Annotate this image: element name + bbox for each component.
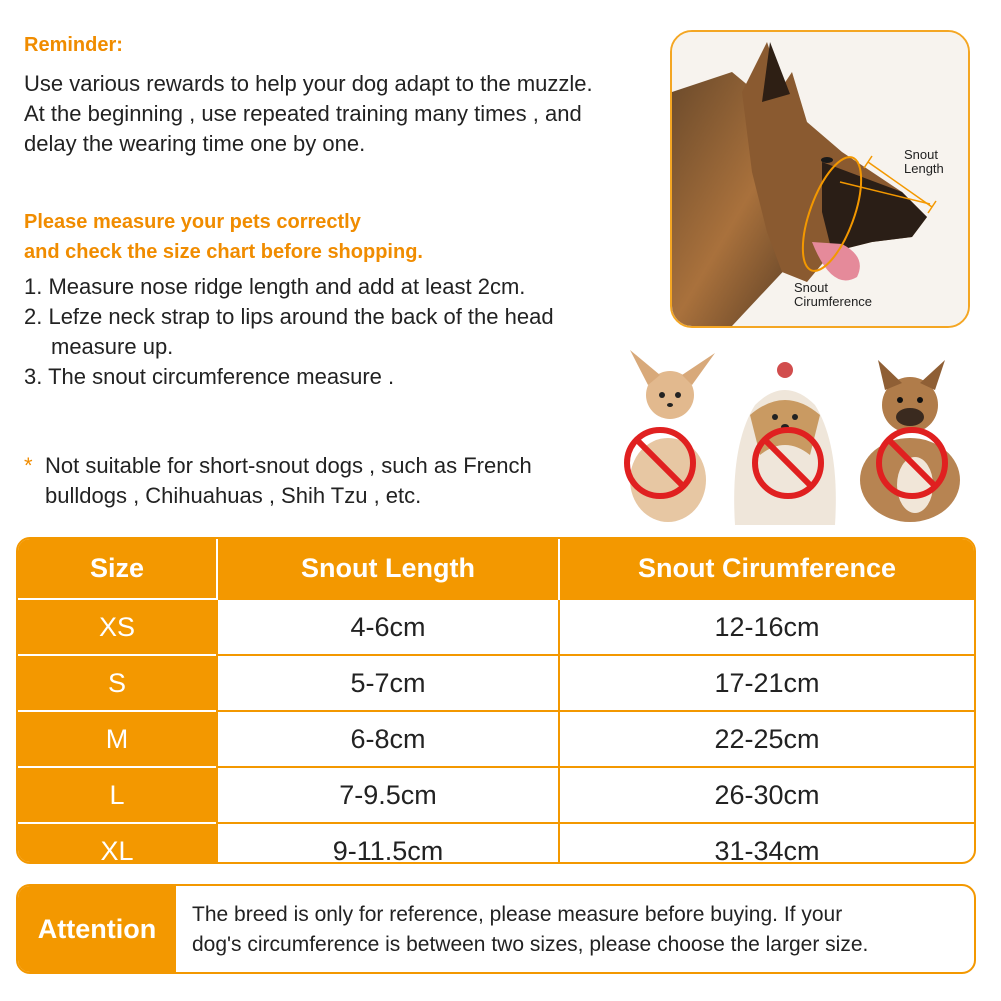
table-row (18, 711, 974, 767)
size-cell: M (18, 711, 217, 767)
german-shepherd-photo (670, 30, 970, 328)
shih-tzu-photo (734, 362, 836, 525)
measure-step: 1. Measure nose ridge length and add at least 2cm. (24, 274, 526, 299)
asterisk-icon: * (24, 453, 33, 478)
column-header-snout-length: Snout Length (217, 539, 559, 599)
attention-text (176, 886, 974, 972)
snout-length-cell: 4-6cm (217, 599, 559, 655)
measure-step: 3. The snout circumference measure . (24, 364, 395, 389)
short-snout-note (24, 451, 532, 511)
table-row (18, 599, 974, 655)
snout-circumference-cell: 12-16cm (559, 599, 974, 655)
attention-label: Attention (18, 886, 176, 972)
snout-circumference-cell: 22-25cm (559, 711, 974, 767)
snout-length-cell: 9-11.5cm (217, 823, 559, 864)
snout-circumference-label: Snout Cirumference (794, 280, 873, 309)
snout-length-label: Snout Length (904, 147, 944, 176)
measure-steps (24, 272, 554, 392)
measure-step: 2. Lefze neck strap to lips around the back of the head (24, 304, 554, 329)
snout-length-cell: 6-8cm (217, 711, 559, 767)
snout-length-cell: 5-7cm (217, 655, 559, 711)
table-row (18, 823, 974, 864)
reminder-line: delay the wearing time one by one. (24, 131, 366, 156)
reminder-title: Reminder: (24, 34, 123, 56)
table-row (18, 767, 974, 823)
measure-title-line: Please measure your pets correctly (24, 211, 361, 233)
snout-circumference-cell: 17-21cm (559, 655, 974, 711)
attention-line: The breed is only for reference, please measure before buying. If your (192, 903, 843, 926)
reminder-line: Use various rewards to help your dog adapt to the muzzle. (24, 71, 593, 96)
note-line: bulldogs , Chihuahuas , Shih Tzu , etc. (45, 483, 422, 508)
attention-line: dog's circumference is between two sizes, please choose the larger size. (192, 933, 869, 956)
size-chart (16, 537, 976, 864)
snout-circumference-cell: 31-34cm (559, 823, 974, 864)
size-cell: S (18, 655, 217, 711)
measure-title (24, 207, 423, 267)
table-row (18, 655, 974, 711)
measure-title-line: and check the size chart before shopping. (24, 241, 423, 263)
size-cell: XL (18, 823, 217, 864)
snout-length-cell: 7-9.5cm (217, 767, 559, 823)
column-header-snout-circumference: Snout Cirumference (559, 539, 974, 599)
attention-box (16, 884, 976, 974)
column-header-size: Size (18, 539, 217, 599)
size-cell: XS (18, 599, 217, 655)
reminder-line: At the beginning , use repeated training many times , and (24, 101, 582, 126)
measure-step-continued: measure up. (51, 334, 174, 359)
reminder-text (24, 69, 664, 159)
table-header-row (18, 539, 974, 599)
snout-circumference-cell: 26-30cm (559, 767, 974, 823)
note-line: Not suitable for short-snout dogs , such as French (45, 453, 532, 478)
unsuitable-breeds (610, 345, 985, 525)
size-cell: L (18, 767, 217, 823)
